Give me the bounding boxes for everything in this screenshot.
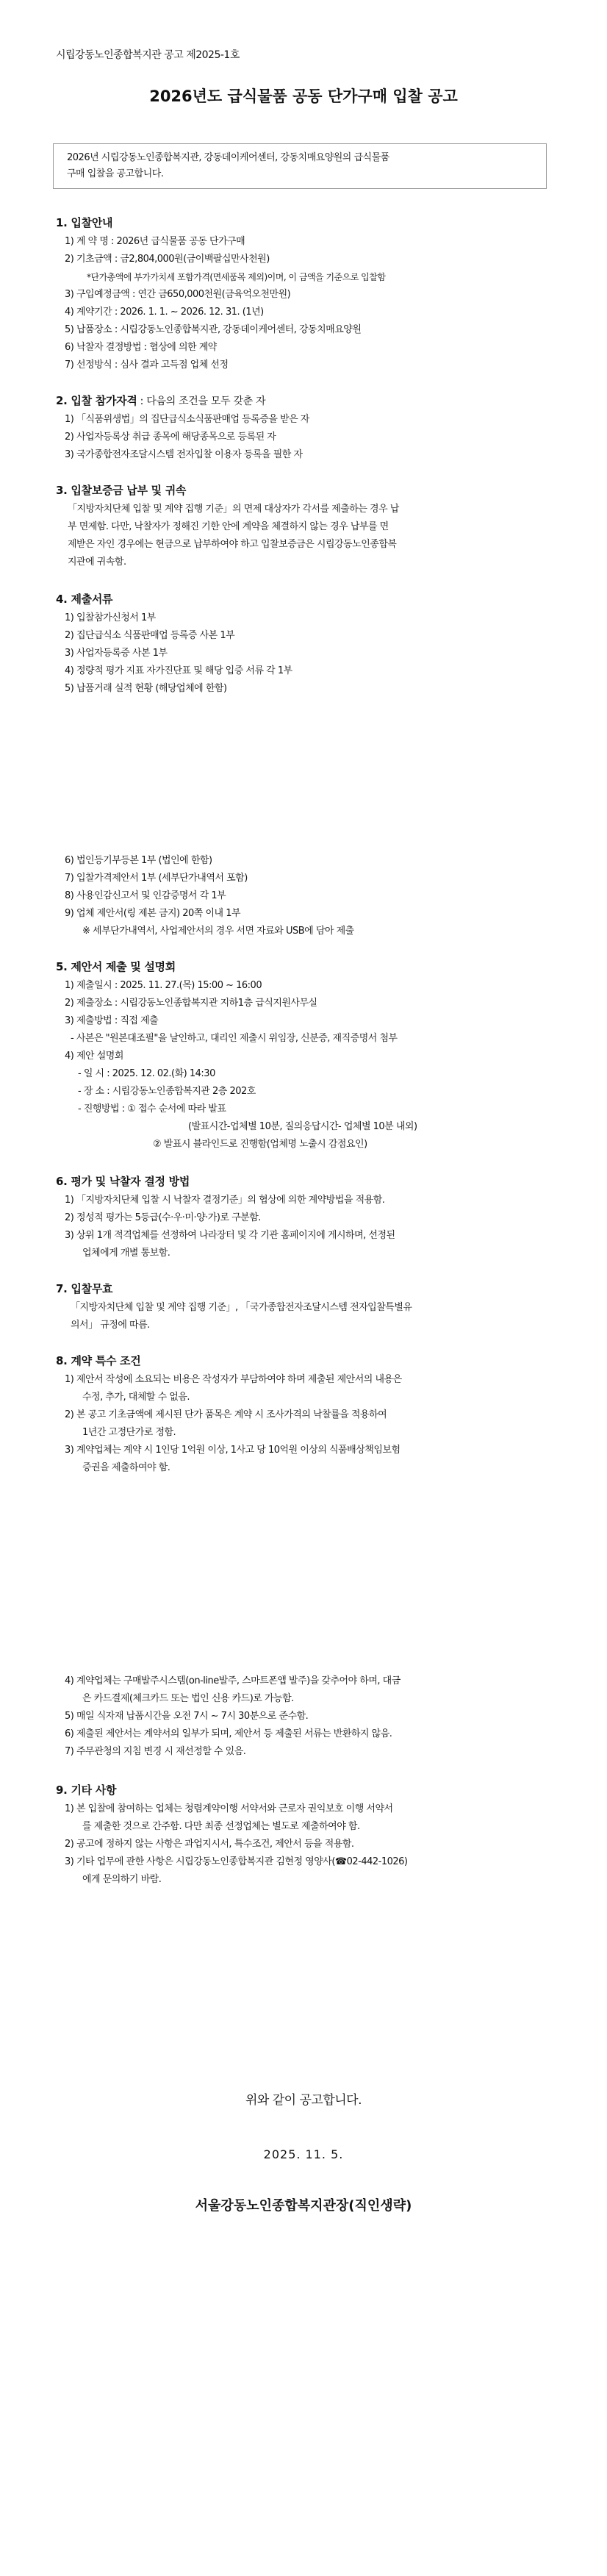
signature: 서울강동노인종합복지관장(직인생략) [195,2198,412,2214]
section-line: 2) 집단급식소 식품판매업 등록증 사본 1부 [65,630,235,641]
section-heading: 8. 계약 특수 조건 [56,1354,141,1367]
section-line: 부 면제함. 다만, 낙찰자가 정해진 기한 안에 계약을 체결하지 않는 경우 납부를 면 [68,521,389,532]
section-line: 수정, 추가, 대체할 수 없음. [82,1392,190,1403]
section-line: 7) 주무관청의 지침 변경 시 재선정할 수 있음. [65,1746,246,1757]
section-line: - 사본은 "원본대조필"을 날인하고, 대리인 제출시 위임장, 신분증, 재직증명서 첨부 [71,1033,398,1044]
section-line: 9) 업체 제안서(링 제본 금지) 20쪽 이내 1부 [65,908,241,919]
section-line: 8) 사용인감신고서 및 인감증명서 각 1부 [65,890,226,901]
page-title: 2026년도 급식물품 공동 단가구매 입찰 공고 [149,87,458,105]
intro-line: 구매 입찰을 공고합니다. [67,168,164,179]
section-heading: 5. 제안서 제출 및 설명회 [56,960,176,973]
section-note: ※ 세부단가내역서, 사업제안서의 경우 서면 자료와 USB에 담아 제출 [82,926,354,937]
section-line: 증권을 제출하여야 함. [82,1462,170,1473]
section-heading: 3. 입찰보증금 납부 및 귀속 [56,484,187,497]
section-line: 6) 법인등기부등본 1부 (법인에 한함) [65,855,212,866]
section-line: 은 카드결제(체크카드 또는 법인 신용 카드)로 가능함. [82,1693,294,1704]
section-line: 2) 본 공고 기초금액에 제시된 단가 품목은 계약 시 조사가격의 낙찰률을 적용하여 [65,1409,387,1420]
section-line: 3) 사업자등록증 사본 1부 [65,648,168,659]
section-line: 4) 계약업체는 구매발주시스템(on-line발주, 스마트폰앱 발주)을 갖추어야 하며, 대금 [65,1675,401,1686]
section-line: 1) 본 입찰에 참여하는 업체는 청렴계약이행 서약서와 근로자 권익보호 이행 서약서 [65,1803,393,1814]
section-line: 5) 납품장소 : 시립강동노인종합복지관, 강동데이케어센터, 강동치매요양원 [65,324,362,335]
section-line: 업체에게 개별 통보함. [82,1248,170,1259]
section-line: 2) 공고에 정하지 않는 사항은 과업지시서, 특수조건, 제안서 등을 적용함. [65,1839,354,1850]
section-heading-suffix: : 다음의 조건을 모두 갖춘 자 [137,396,266,407]
section-line: 1) 「지방자치단체 입찰 시 낙찰자 결정기준」의 협상에 의한 계약방법을 적용함. [65,1195,385,1206]
section-heading-title: 2. 입찰 참가자격 [56,394,137,407]
section-line: 2) 사업자등록상 취급 종목에 해당종목으로 등록된 자 [65,432,276,443]
section-line: 1) 계 약 명 : 2026년 급식물품 공동 단가구매 [65,236,245,247]
section-line: 7) 선정방식 : 심사 결과 고득점 업체 선정 [65,359,229,371]
section-line: 2) 정성적 평가는 5등급(수·우·미·양·가)로 구분함. [65,1212,261,1223]
closing-statement: 위와 같이 공고합니다. [245,2093,362,2108]
intro-line: 2026년 시립강동노인종합복지관, 강동데이케어센터, 강동치매요양원의 급식물품 [67,152,389,163]
section-line: 3) 국가종합전자조달시스템 전자입찰 이용자 등록을 필한 자 [65,449,303,460]
section-line: 4) 정량적 평가 지표 자가진단표 및 해당 입증 서류 각 1부 [65,665,292,676]
section-line: 3) 상위 1개 적격업체를 선정하여 나라장터 및 각 기관 홈페이지에 게시하며, 선정된 [65,1230,395,1241]
section-heading: 7. 입찰무효 [56,1282,113,1295]
section-heading: 6. 평가 및 낙찰자 결정 방법 [56,1175,190,1188]
section-heading: 9. 기타 사항 [56,1783,117,1797]
section-line: 4) 제안 설명회 [65,1051,123,1062]
section-heading: 1. 입찰안내 [56,216,113,229]
section-line: 7) 입찰가격제안서 1부 (세부단가내역서 포함) [65,873,248,884]
section-line: 1) 「식품위생법」의 집단급식소식품판매업 등록증을 받은 자 [65,414,309,425]
section-line: 3) 구입예정금액 : 연간 금650,000천원(금육억오천만원) [65,289,291,300]
section-line: 2) 제출장소 : 시립강동노인종합복지관 지하1층 급식지원사무실 [65,998,317,1009]
section-heading [56,393,265,408]
section-line: 3) 계약업체는 계약 시 1인당 1억원 이상, 1사고 당 10억원 이상의 식품배상책임보험 [65,1445,401,1456]
section-line: 3) 제출방법 : 직접 제출 [65,1015,159,1026]
section-line: 2) 기초금액 : 금2,804,000원(금이백팔십만사천원) [65,254,270,265]
notice-date: 2025. 11. 5. [263,2147,344,2161]
document-number: 시립강동노인종합복지관 공고 제2025-1호 [56,49,240,61]
section-line: 지관에 귀속함. [68,557,126,568]
section-line: 를 제출한 것으로 간주함. 다만 최종 선정업체는 별도로 제출하여야 함. [82,1821,360,1832]
section-line: (발표시간-업체별 10분, 질의응답시간- 업체별 10분 내외) [188,1121,417,1132]
section-note: *단가총액에 부가가치세 포함가격(면세품목 제외)이며, 이 금액을 기준으로 입찰함 [87,272,386,282]
section-line: - 장 소 : 시립강동노인종합복지관 2층 202호 [78,1086,256,1097]
section-line: 6) 낙찰자 결정방법 : 협상에 의한 계약 [65,342,217,353]
section-line: - 일 시 : 2025. 12. 02.(화) 14:30 [78,1068,215,1079]
section-line: 5) 매일 식자재 납품시간을 오전 7시 ∼ 7시 30분으로 준수함. [65,1711,309,1722]
intro-box [53,143,547,189]
section-line: 1) 입찰참가신청서 1부 [65,612,156,623]
section-line: 6) 제출된 제안서는 계약서의 일부가 되며, 제안서 등 제출된 서류는 반환하지 않음. [65,1728,392,1739]
section-line: 1) 제출일시 : 2025. 11. 27.(목) 15:00 ∼ 16:00 [65,980,262,991]
section-line: 5) 납품거래 실적 현황 (해당업체에 한함) [65,683,227,694]
section-line: 4) 계약기간 : 2026. 1. 1. ∼ 2026. 12. 31. (1년) [65,307,264,318]
section-line: 1) 제안서 작성에 소요되는 비용은 작성자가 부담하여야 하며 제출된 제안서의 내용은 [65,1374,402,1385]
section-line: ② 발표시 블라인드로 진행함(업체명 노출시 감점요인) [153,1139,367,1150]
section-line: 「지방자치단체 입찰 및 계약 집행 기준」의 면제 대상자가 각서를 제출하는 경우 납 [68,504,399,515]
section-line: 1년간 고정단가로 정함. [82,1427,176,1438]
section-line: - 진행방법 : ① 접수 순서에 따라 발표 [78,1103,226,1115]
section-line: 에게 문의하기 바람. [82,1874,162,1885]
section-line: 「지방자치단체 입찰 및 계약 집행 기준」, 「국가종합전자조달시스템 전자입찰특별유 [71,1302,412,1313]
section-line: 제받은 자인 경우에는 현금으로 납부하여야 하고 입찰보증금은 시립강동노인종합복 [68,539,397,550]
section-heading: 4. 제출서류 [56,593,113,606]
section-line: 3) 기타 업무에 관한 사항은 시립강동노인종합복지관 김현정 영양사(☎02-442-1026) [65,1856,408,1867]
section-line: 의서」 규정에 따름. [71,1320,150,1331]
